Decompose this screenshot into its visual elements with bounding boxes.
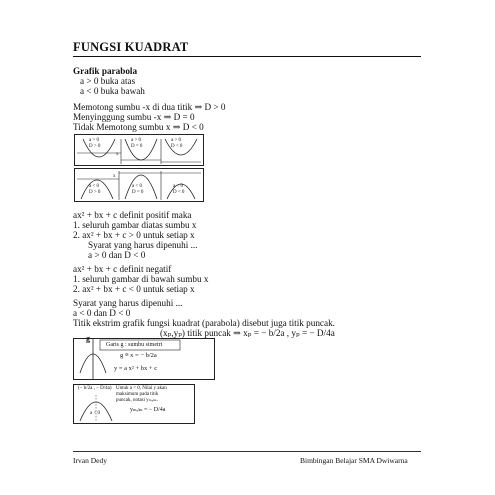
diagram-upward-parabolas xyxy=(74,134,204,166)
text-line: Syarat yang harus dipenuhi ... xyxy=(88,240,198,250)
text-line: a < 0 dan D < 0 xyxy=(73,308,131,318)
label-a: a > 0 xyxy=(131,138,142,143)
label-d: D = 0 xyxy=(131,144,143,149)
label-a: a < 0 xyxy=(89,184,100,189)
list-item: 1. seluruh gambar diatas sumbu x xyxy=(73,220,197,230)
symmetry-equation: g ≡ x = − b/2a xyxy=(120,352,157,359)
footer-author: Irvan Dedy xyxy=(73,456,107,465)
text-line: a < 0 buka bawah xyxy=(80,86,145,96)
label-d: D = 0 xyxy=(132,190,144,195)
text-line: Memotong sumbu -x di dua titik ⇒ D > 0 xyxy=(73,102,226,112)
label-d: D > 0 xyxy=(89,144,101,149)
diagram-downward-parabolas xyxy=(74,168,204,202)
axis-x-label: x xyxy=(113,174,116,179)
label-a: a < 0 xyxy=(132,184,143,189)
section-heading-grafik: Grafik parabola xyxy=(73,66,138,76)
symmetry-axis-box xyxy=(73,334,215,380)
maximum-box xyxy=(73,384,195,424)
text-line: a > 0 buka atas xyxy=(80,76,136,86)
label-d: D < 0 xyxy=(171,144,183,149)
max-text: Untuk a < 0, Nilai y akan xyxy=(116,386,167,391)
label-d: D > 0 xyxy=(89,190,101,195)
text-line: Syarat yang harus dipenuhi ... xyxy=(73,298,183,308)
list-item: 1. seluruh gambar di bawah sumbu x xyxy=(73,274,209,284)
max-text: puncak, notasi yₘₐₖₛ. xyxy=(116,398,158,403)
footer-rule xyxy=(73,451,421,452)
label-g: g xyxy=(86,334,90,343)
symmetry-title: Garis g : sumbu simetri xyxy=(106,342,163,348)
ymax-formula: yₘₐₖₛ = − D/4a xyxy=(130,407,166,413)
label-a: a < 0 xyxy=(173,184,184,189)
page-title: FUNGSI KUADRAT xyxy=(73,40,189,54)
list-item: 2. ax² + bx + c < 0 untuk setiap x xyxy=(73,284,195,294)
list-item: 2. ax² + bx + c > 0 untuk setiap x xyxy=(73,230,195,240)
max-text: maksimum pada titik xyxy=(116,392,159,397)
text-line: ax² + bx + c definit negatif xyxy=(73,264,172,274)
title-underline xyxy=(73,56,421,57)
label-d: D < 0 xyxy=(173,190,185,195)
text-line: ax² + bx + c definit positif maka xyxy=(73,210,192,220)
axis-x-label: x xyxy=(116,152,119,157)
text-line: a > 0 dan D < 0 xyxy=(88,250,146,260)
label-a: a > 0 xyxy=(89,138,100,143)
vertex-formula: (xₚ,yₚ) titik puncak ⇒ xₚ = − b/2a , yₚ = − D/4a xyxy=(160,328,335,338)
vertex-point: (− b/2a , − D/4a) xyxy=(78,386,112,391)
parabola-equation: y = a x² + bx + c xyxy=(114,365,158,372)
footer-publisher: Bimbingan Belajar SMA Dwiwarna xyxy=(300,456,408,465)
label-a: a < 0 xyxy=(90,411,101,416)
text-line: Menyinggung sumbu -x ⇒ D = 0 xyxy=(73,112,195,122)
text-line: Titik ekstrim grafik fungsi kuadrat (parabola) disebut juga titik puncak. xyxy=(73,318,335,328)
text-line: Tidak Memotong sumbu x ⇒ D < 0 xyxy=(73,122,204,132)
label-a: a > 0 xyxy=(171,138,182,143)
